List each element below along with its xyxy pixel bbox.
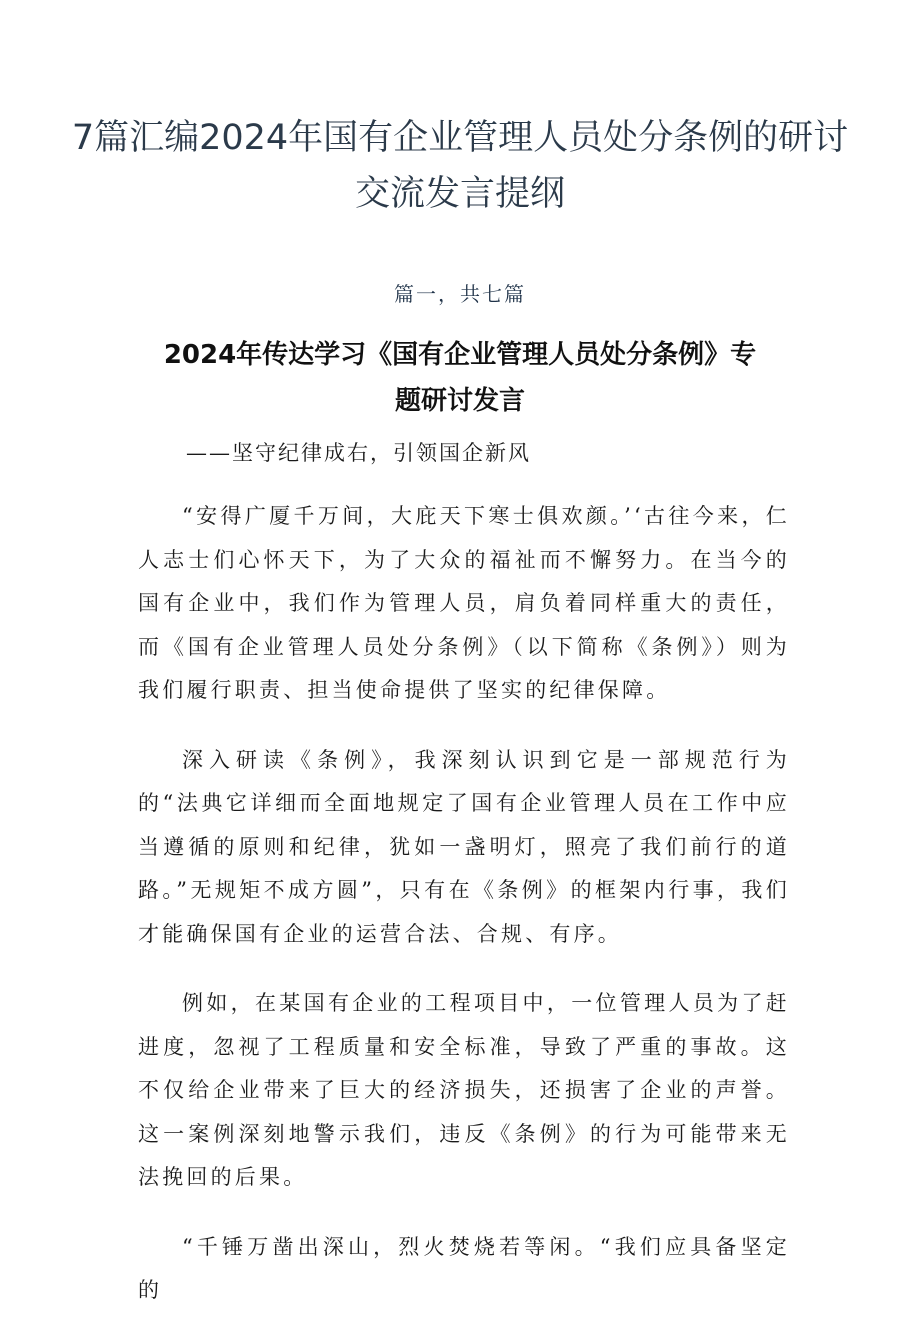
paragraph: “千锤万凿出深山，烈火焚烧若等闲。“我们应具备坚定的 — [138, 1234, 790, 1302]
speech-title: 2024年传达学习《国有企业管理人员处分条例》专题研讨发言 — [163, 340, 757, 416]
paragraph: 深入研读《条例》，我深刻认识到它是一部规范行为的“法典它详细而全面地规定了国有企业管理人员在工作中应当遵循的原则和纪律，犹如一盏明灯，照亮了我们前行的道路。”无规矩不成方圆”，只有在《条例》的框架内行事，我们才能确保国有企业的运营合法、合规、有序。 — [138, 747, 790, 946]
document-title: 7篇汇编2024年国有企业管理人员处分条例的研讨交流发言提纲 — [71, 118, 849, 214]
paragraph: “安得广厦千万间，大庇天下寒士俱欢颜。’‘古往今来，仁人志士们心怀天下，为了大众的福祉而不懈努力。在当今的国有企业中，我们作为管理人员，肩负着同样重大的责任，而《国有企业管理人员处分条例》（以下简称《条例》）则为我们履行职责、担当使命提供了坚实的纪律保障。 — [138, 504, 790, 702]
speech-tagline: ——坚守纪律成右，引领国企新风 — [186, 441, 531, 465]
document-body — [138, 495, 790, 1339]
chapter-label: 篇一，共七篇 — [394, 282, 526, 306]
paragraph: 例如，在某国有企业的工程项目中，一位管理人员为了赶进度，忽视了工程质量和安全标准，导致了严重的事故。这不仅给企业带来了巨大的经济损失，还损害了企业的声誉。这一案例深刻地警示我们，违反《条例》的行为可能带来无法挽回的后果。 — [138, 991, 790, 1189]
